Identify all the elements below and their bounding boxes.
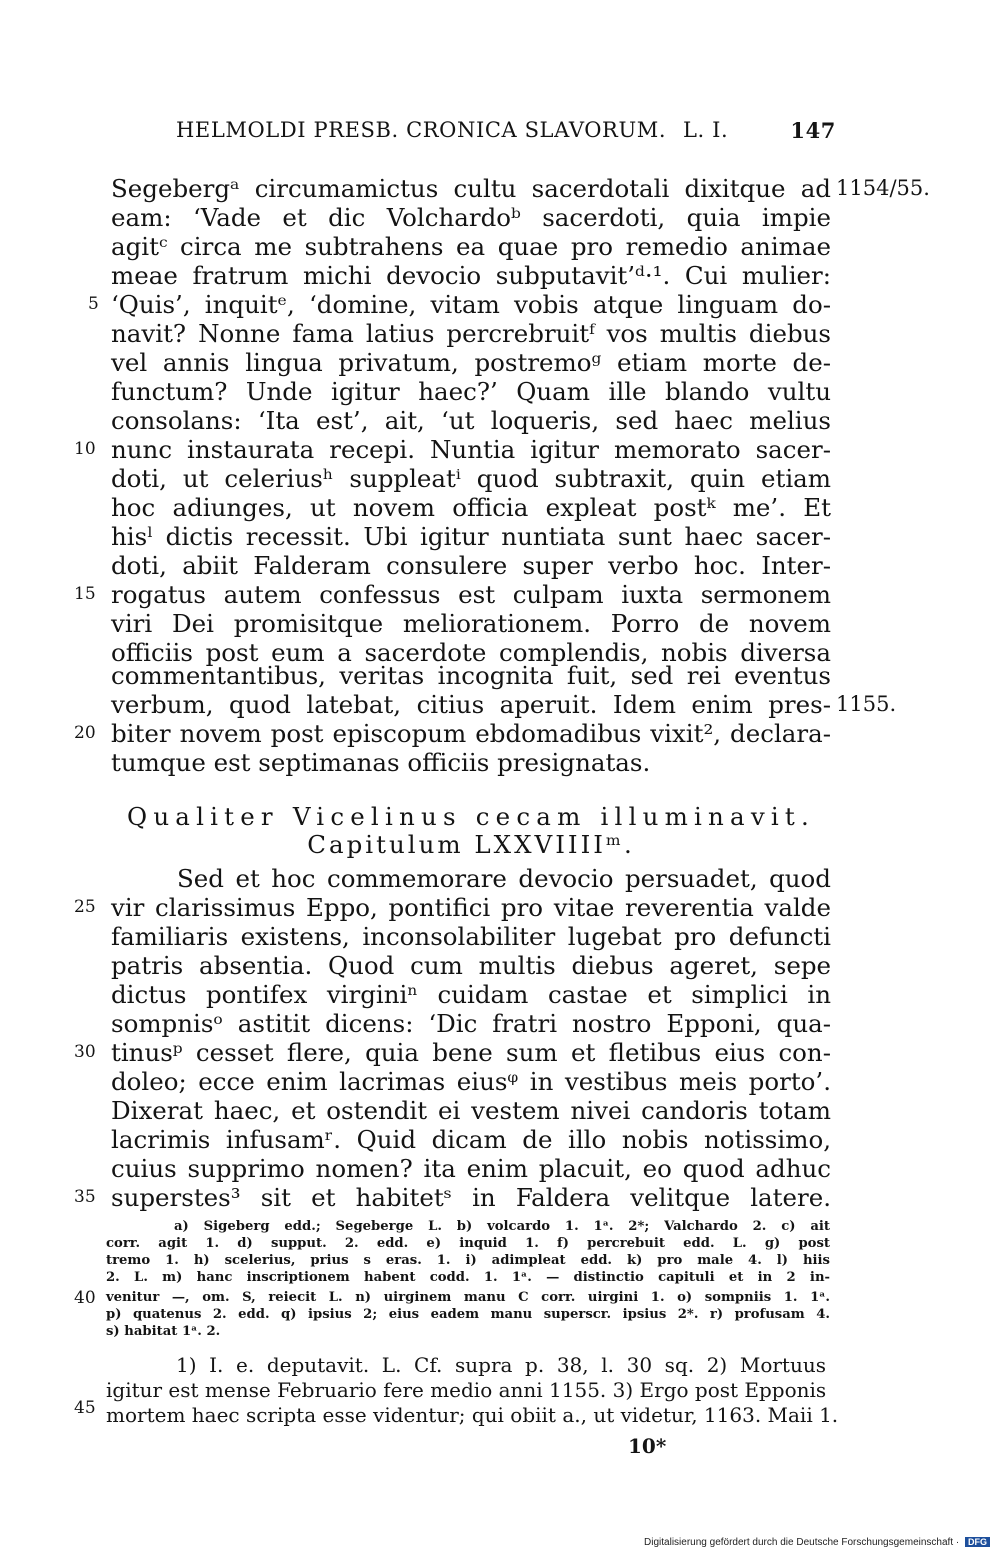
header-book: L. I. — [683, 118, 729, 142]
text-line: Segebergᵃ circumamictus cultu sacerdotali dixitque ad — [111, 174, 831, 203]
footnote-line: igitur est mense Februario fere medio anni 1155. 3) Ergo post Epponis — [106, 1378, 827, 1402]
footnote-line: mortem haec scripta esse videntur; qui obiit a., ut videtur, 1163. Maii 1. — [106, 1403, 839, 1427]
text-line: officiis post eum a sacerdote complendis, nobis diversa — [111, 638, 831, 667]
text-line: Sed et hoc commemorare devocio persuadet, quod — [177, 864, 831, 893]
margin-note-year: 1154/55. — [836, 176, 930, 200]
line-number: 30 — [74, 1042, 96, 1062]
page-number: 147 — [790, 118, 836, 143]
text-line: cuius supprimo nomen? ita enim placuit, eo quod adhuc — [111, 1154, 831, 1183]
text-line: doti, abiit Falderam consulere super verbo hoc. Inter- — [111, 551, 831, 580]
line-number: 15 — [74, 584, 96, 604]
text-line: navit? Nonne fama latius percrebruitᶠ vos multis diebus — [111, 319, 831, 348]
margin-note-year: 1155. — [836, 692, 897, 716]
signature-mark: 10* — [628, 1434, 667, 1458]
text-line: vel annis lingua privatum, postremoᵍ etiam morte de- — [111, 348, 831, 377]
text-line: patris absentia. Quod cum multis diebus ageret, sepe — [111, 951, 831, 980]
text-line: hisˡ dictis recessit. Ubi igitur nuntiata sunt haec sacer- — [111, 522, 831, 551]
text-line: hoc adiunges, ut novem officia expleat postᵏ me’. Et — [111, 493, 831, 522]
digitization-notice — [644, 1537, 990, 1548]
text-line: verbum, quod latebat, citius aperuit. Idem enim pres- — [111, 690, 831, 719]
text-line: nunc instaurata recepi. Nuntia igitur memorato sacer- — [111, 435, 831, 464]
footnote-line: 1) I. e. deputavit. L. Cf. supra p. 38, l. 30 sq. 2) Mortuus — [176, 1353, 826, 1377]
text-line: tinusᵖ cesset flere, quia bene sum et fletibus eius con- — [111, 1038, 831, 1067]
apparatus-line: a) Sigeberg edd.; Segeberge L. b) volcardo 1. 1ᵃ. 2*; Valchardo 2. c) ait — [174, 1219, 830, 1234]
line-number: 45 — [74, 1398, 96, 1418]
line-number: 25 — [74, 897, 96, 917]
text-line: eam: ‘Vade et dic Volchardoᵇ sacerdoti, quia impie — [111, 203, 831, 232]
text-line: viri Dei promisitque meliorationem. Porro de novem — [111, 609, 831, 638]
text-line: commentantibus, veritas incognita fuit, sed rei eventus — [111, 661, 831, 690]
line-number: 40 — [74, 1288, 96, 1308]
text-line: Dixerat haec, et ostendit ei vestem nivei candoris totam — [111, 1096, 831, 1125]
line-number: 20 — [74, 723, 96, 743]
text-line: vir clarissimus Eppo, pontifici pro vitae reverentia valde — [111, 893, 831, 922]
text-line: tumque est septimanas officiis presignatas. — [111, 748, 651, 777]
apparatus-line: p) quatenus 2. edd. q) ipsius 2; eius eadem manu superscr. ipsius 2*. r) profusam 4. — [106, 1307, 830, 1322]
text-line: familiaris existens, inconsolabiliter lugebat pro defuncti — [111, 922, 831, 951]
text-line: superstes³ sit et habitetˢ in Faldera velitque latere. — [111, 1183, 831, 1212]
apparatus-line: 2. L. m) hanc inscriptionem habent codd. 1. 1ᵃ. — distinctio capituli et in 2 in- — [106, 1270, 830, 1285]
text-line: doti, ut celeriusʰ suppleatⁱ quod subtraxit, quin etiam — [111, 464, 831, 493]
dfg-logo: DFG — [965, 1537, 990, 1547]
apparatus-line: tremo 1. h) scelerius, prius s eras. 1. i) adimpleat edd. k) pro male 4. l) hiis — [106, 1253, 830, 1268]
digitization-notice-text: Digitalisierung gefördert durch die Deutsche Forschungsgemeinschaft · — [644, 1537, 960, 1548]
text-line: doleo; ecce enim lacrimas eiusᵠ in vestibus meis porto’. — [111, 1067, 831, 1096]
line-number: 5 — [88, 294, 99, 314]
text-line: functum? Unde igitur haec?’ Quam ille blando vultu — [111, 377, 831, 406]
text-line: biter novem post episcopum ebdomadibus vixit², declara- — [111, 719, 831, 748]
apparatus-line: venitur —, om. S, reiecit L. n) uirginem manu C corr. uirgini 1. o) sompniis 1. 1ᵃ. — [106, 1290, 830, 1305]
text-line: rogatus autem confessus est culpam iuxta sermonem — [111, 580, 831, 609]
line-number: 35 — [74, 1187, 96, 1207]
text-line: agitᶜ circa me subtrahens ea quae pro remedio animae — [111, 232, 831, 261]
chapter-heading: Qualiter Vicelinus cecam illuminavit. — [127, 802, 815, 831]
apparatus-line: corr. agit 1. d) supput. 2. edd. e) inquid 1. f) percrebuit edd. L. g) post — [106, 1236, 830, 1251]
text-line: lacrimis infusamʳ. Quid dicam de illo nobis notissimo, — [111, 1125, 831, 1154]
text-line: dictus pontifex virginiⁿ cuidam castae et simplici in — [111, 980, 831, 1009]
text-line: consolans: ‘Ita est’, ait, ‘ut loqueris, sed haec melius — [111, 406, 831, 435]
text-line: meae fratrum michi devocio subputavit’ᵈ·¹. Cui mulier: — [111, 261, 831, 290]
line-number: 10 — [74, 439, 96, 459]
text-line: sompnisᵒ astitit dicens: ‘Dic fratri nostro Epponi, qua- — [111, 1009, 831, 1038]
text-line: ‘Quis’, inquitᵉ, ‘domine, vitam vobis atque linguam do- — [111, 290, 831, 319]
header-title: HELMOLDI PRESB. CRONICA SLAVORUM. — [176, 118, 667, 142]
apparatus-line: s) habitat 1ᵃ. 2. — [106, 1324, 221, 1339]
chapter-number: Capitulum LXXVIIIIᵐ. — [307, 830, 635, 859]
